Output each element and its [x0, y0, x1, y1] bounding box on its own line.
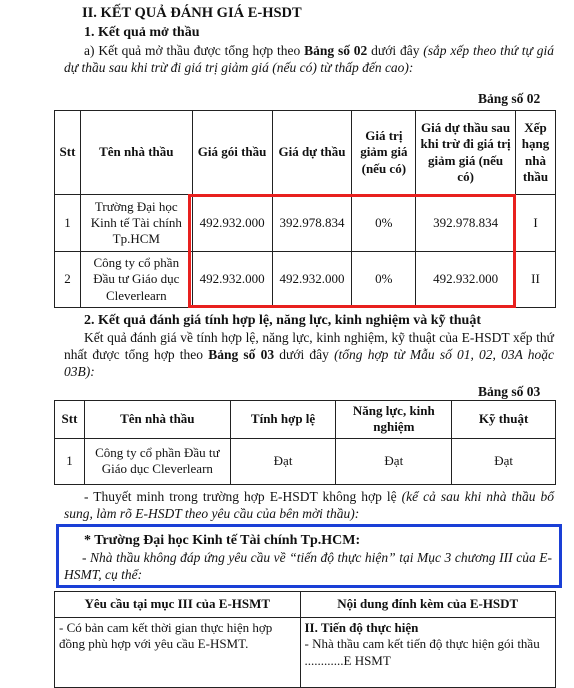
table-row: 1 Công ty cổ phần Đầu tư Giáo dục Cleverlearn Đạt Đạt Đạt: [55, 438, 556, 484]
table-02-header: Giá dự thầu sau khi trừ đi giá trị giảm giá (nếu có): [416, 111, 516, 195]
requirements-header: Nội dung đính kèm của E-HSDT: [300, 592, 556, 618]
red-highlight-box: [188, 194, 516, 308]
table-02-header-row: [55, 111, 556, 195]
table-row: [55, 618, 556, 688]
invalid-note-paragraph: - Thuyết minh trong trường hợp E-HSDT không hợp lệ (kể cả sau khi nhà thầu bổ sung, làm rõ E-HSDT theo yêu cầu của bên mời thầu):: [64, 489, 555, 521]
blue-box-text: - Nhà thầu không đáp ứng yêu cầu về “tiến độ thực hiện” tại Mục 3 chương III của E-HSMT, cụ thể:: [64, 550, 552, 582]
section-title: II. KẾT QUẢ ĐÁNH GIÁ E-HSDT: [82, 5, 302, 21]
table-02-header: Giá dự thầu: [272, 111, 352, 195]
table-03-header: Tính hợp lệ: [230, 401, 336, 439]
table-02-header: Xếp hạng nhà thầu: [515, 111, 555, 195]
table-02-header: Giá trị giảm giá (nếu có): [352, 111, 416, 195]
subsection-2-paragraph: Kết quả đánh giá về tính hợp lệ, năng lực, kinh nghiệm, kỹ thuật của E-HSDT xếp thứ nhất được tổng hợp theo Bảng số 03 dưới đây (tổng hợp từ Mẫu số 01, 02, 03A hoặc 03B):: [64, 330, 555, 379]
table-03-header: Tên nhà thầu: [84, 401, 230, 439]
table-03-header: Stt: [55, 401, 85, 439]
subsection-2-heading: 2. Kết quả đánh giá tính hợp lệ, năng lực, kinh nghiệm và kỹ thuật: [84, 313, 481, 328]
table-03: [54, 400, 556, 485]
requirements-header-row: [55, 592, 556, 618]
table-02-header: Tên nhà thầu: [80, 111, 192, 195]
table-02-label: Bảng số 02: [478, 91, 541, 106]
table-03-header-row: [55, 401, 556, 439]
blue-box-heading: * Trường Đại học Kinh tế Tài chính Tp.HCM:: [84, 533, 361, 548]
table-03-label: Bảng số 03: [478, 384, 541, 399]
table-row: 2 Công ty cổ phần Đầu tư Giáo dục Cleverlearn 492.932.000 492.932.000 0% 492.932.000 II: [55, 252, 556, 308]
table-03-header: Năng lực, kinh nghiệm: [336, 401, 452, 439]
attachment-cell: II. Tiến độ thực hiện - Nhà thầu cam kết tiến độ thực hiện gói thầu ............E HSMT: [300, 618, 556, 688]
table-02-header: Stt: [55, 111, 81, 195]
subsection-1-heading: 1. Kết quả mở thầu: [84, 25, 200, 40]
requirement-cell: - Có bản cam kết thời gian thực hiện hợp đồng phù hợp với yêu cầu E-HSMT.: [55, 618, 301, 688]
requirements-table: [54, 591, 556, 688]
table-03-header: Kỹ thuật: [452, 401, 556, 439]
table-row: 1 Trường Đại học Kinh tế Tài chính Tp.HCM 492.932.000 392.978.834 0% 392.978.834 I: [55, 195, 556, 252]
subsection-1-paragraph: a) Kết quả mở thầu được tổng hợp theo Bảng số 02 dưới đây (sắp xếp theo thứ tự giá dự thầu sau khi trừ đi giá trị giảm giá (nếu có) từ thấp đến cao):: [64, 43, 554, 75]
requirements-header: Yêu cầu tại mục III của E-HSMT: [55, 592, 301, 618]
table-02-header: Giá gói thầu: [192, 111, 272, 195]
